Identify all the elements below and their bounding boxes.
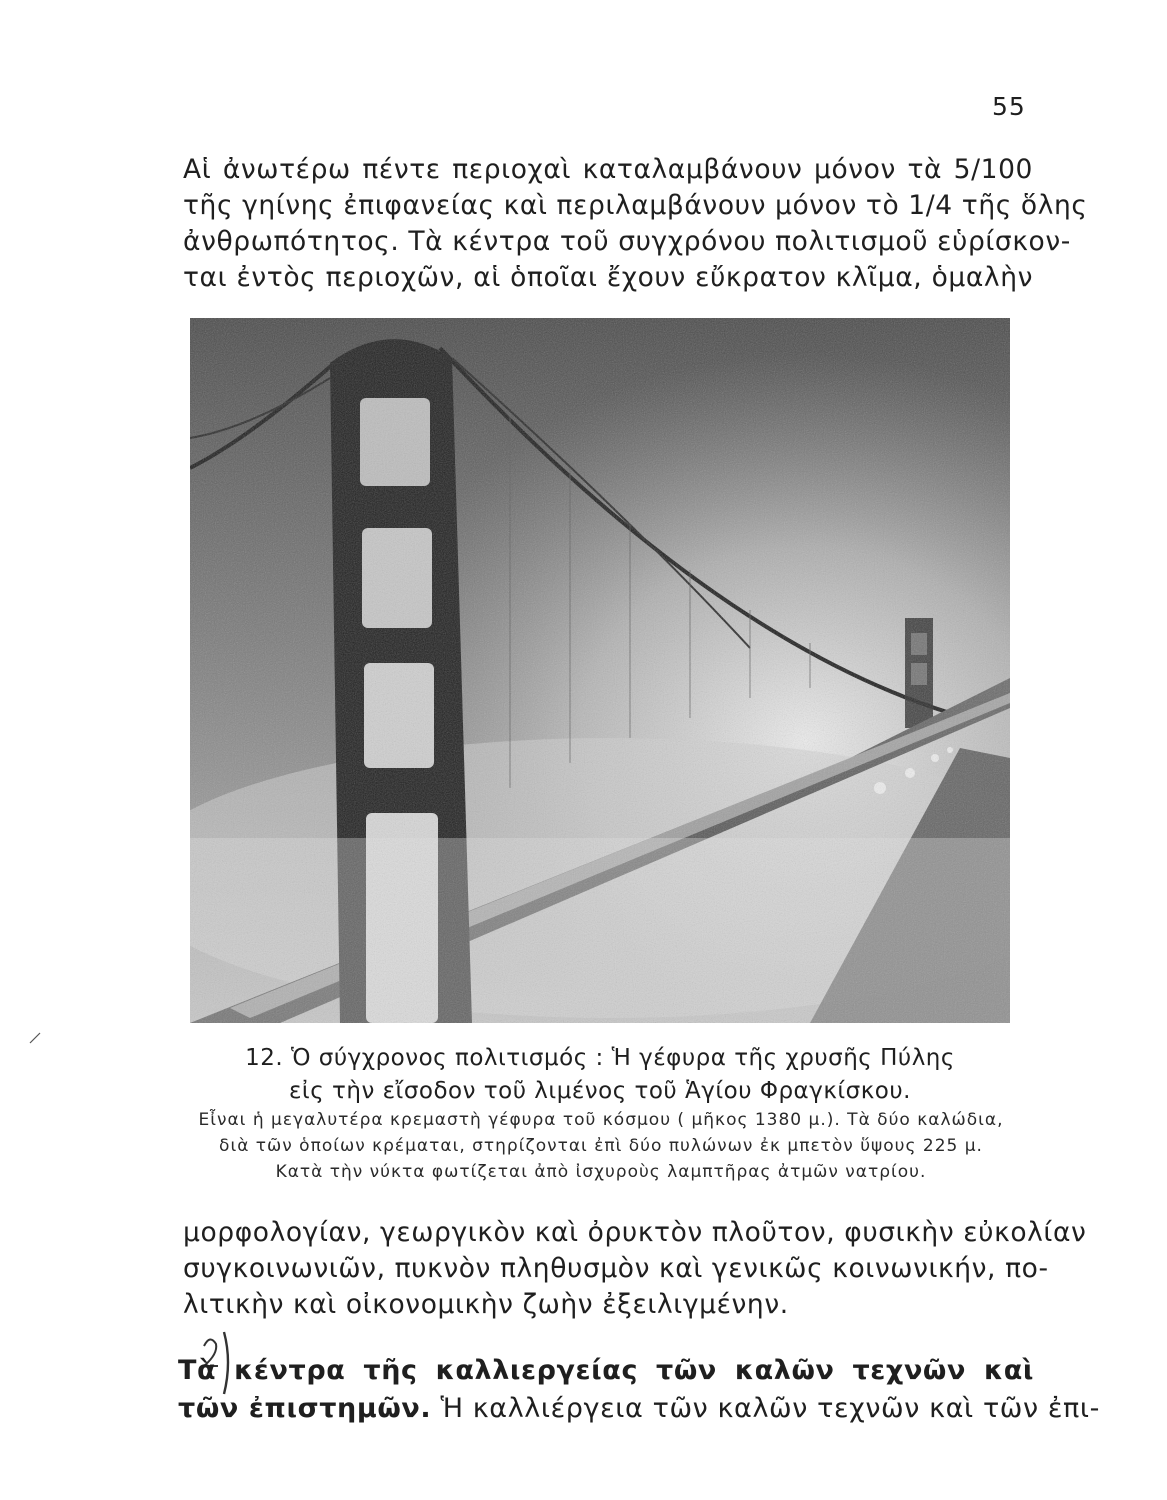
bridge-photo-graphic [190, 318, 1010, 1023]
text-line: τῆς γηίνης ἐπιφανείας καὶ περιλαμβάνουν μόνον τὸ 1/4 τῆς ὅλης [183, 190, 1088, 221]
caption-line: εἰς τὴν εἴσοδον τοῦ λιμένος τοῦ Ἁγίου Φραγκίσκου. [289, 1078, 911, 1104]
section-heading-line: Τὰ κέντρα τῆς καλλιεργείας τῶν καλῶν τεχνῶν καὶ [178, 1355, 1034, 1386]
section-body-line [178, 1390, 1100, 1428]
text-line: μορφολογίαν, γεωργικὸν καὶ ὀρυκτὸν πλοῦτον, φυσικὴν εὐκολίαν [183, 1217, 1087, 1248]
text-line: Αἱ ἀνωτέρω πέντε περιοχαὶ καταλαμβάνουν μόνον τὰ 5/100 [183, 154, 1033, 185]
section-heading [178, 1352, 1100, 1428]
section-body-start: Ἡ καλλιέργεια τῶν καλῶν τεχνῶν καὶ τῶν ἐπι- [431, 1393, 1100, 1424]
paragraph-top [183, 152, 1088, 296]
figure-description [186, 1107, 1016, 1185]
pencil-mark-icon [28, 1032, 42, 1044]
section-heading-end: τῶν ἐπιστημῶν. [178, 1393, 432, 1424]
caption-line: 12. Ὁ σύγχρονος πολιτισμός : Ἡ γέφυρα τῆς χρυσῆς Πύλης [245, 1045, 955, 1071]
page-number: 55 [992, 92, 1026, 121]
text-line: λιτικὴν καὶ οἰκονομικὴν ζωὴν ἐξειλιγμένην. [183, 1289, 789, 1320]
bridge-photo [190, 318, 1010, 1023]
figure-caption [190, 1042, 1010, 1108]
text-line: ἀνθρωπότητος. Τὰ κέντρα τοῦ συγχρόνου πολιτισμοῦ εὑρίσκον- [183, 226, 1071, 257]
text-line: ται ἐντὸς περιοχῶν, αἱ ὁποῖαι ἔχουν εὔκρατον κλῖμα, ὁμαλὴν [183, 262, 1033, 293]
description-line: Εἶναι ἡ μεγαλυτέρα κρεμαστὴ γέφυρα τοῦ κόσμου ( μῆκος 1380 μ.). Τὰ δύο καλώδια, [198, 1110, 1004, 1130]
paragraph-bottom [183, 1215, 1087, 1323]
description-line: διὰ τῶν ὁποίων κρέμαται, στηρίζονται ἐπὶ δύο πυλώνων ἐκ μπετὸν ὕψους 225 μ. [219, 1136, 983, 1156]
description-line: Κατὰ τὴν νύκτα φωτίζεται ἀπὸ ἰσχυροὺς λαμπτῆρας ἀτμῶν νατρίου. [275, 1162, 927, 1182]
text-line: συγκοινωνιῶν, πυκνὸν πληθυσμὸν καὶ γενικῶς κοινωνικήν, πο- [183, 1253, 1049, 1284]
